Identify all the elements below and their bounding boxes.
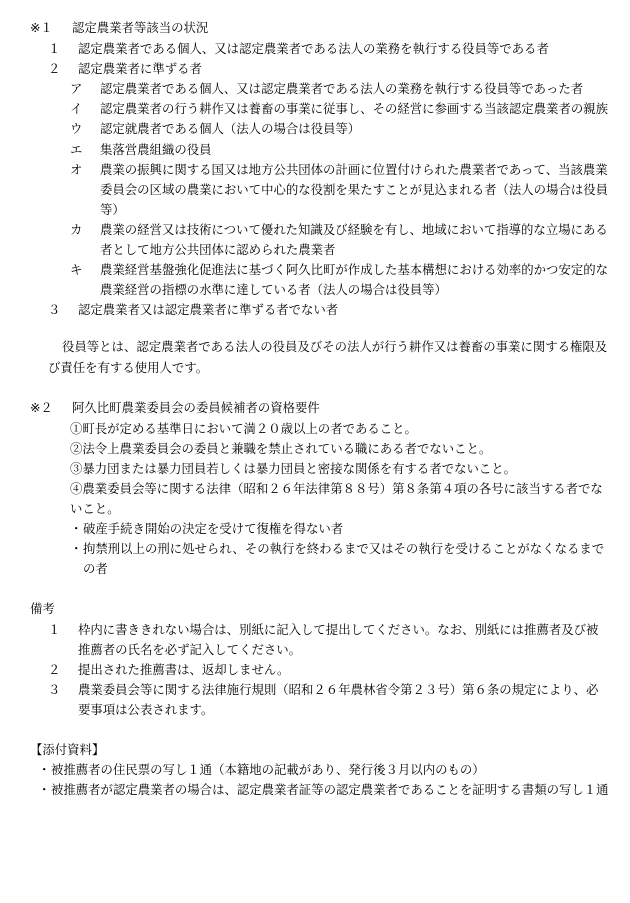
attachment-item-1-text: 被推薦者の住民票の写し１通（本籍地の記載があり、発行後３月以内のもの） [51,763,485,778]
remarks-title: 備考 [30,602,55,617]
note1-subitem-i-marker: イ [70,102,83,117]
note1-subitem-e [70,140,610,160]
attachment-item-1 [38,760,610,780]
remarks-item-2 [48,660,610,680]
note1-subitem-u-text: 認定就農者である個人（法人の場合は役員等） [100,122,361,137]
note2-numbered-4-text: ④農業委員会等に関する法律（昭和２６年法律第８８号）第８条第４項の各号に該当する者でないこと。 [70,481,603,517]
note1-subitem-e-marker: エ [70,142,83,157]
remarks-item-3-text: 農業委員会等に関する法律施行規則（昭和２６年農林省令第２３号）第６条の規定により、必要事項は公表されます。 [78,682,599,717]
remarks-item-1 [48,620,610,660]
note2-numbered-3 [70,459,610,479]
note1-item-3-marker: ３ [48,303,61,318]
spacer [20,579,610,599]
note1-subitem-a-text: 認定農業者である個人、又は認定農業者である法人の業務を執行する役員等であった者 [100,82,584,97]
note1-subitem-i [70,99,610,119]
note1-subitem-ki-marker: キ [70,263,83,278]
note1-subitem-ka-marker: カ [70,222,83,237]
note1-item-2-text: 認定農業者に準ずる者 [78,62,202,77]
note2-title: 阿久比町農業委員会の委員候補者の資格要件 [72,400,320,415]
note1-heading [30,18,610,38]
remarks-item-2-marker: ２ [48,662,61,677]
note1-item-3 [48,300,610,320]
note1-subitem-o [70,160,610,220]
bullet-icon: ・ [38,783,51,798]
note1-section [20,18,610,378]
note1-item-2 [48,59,610,79]
note2-numbered-1 [70,419,610,439]
bullet-icon: ・ [70,542,83,557]
note1-subitem-i-text: 認定農業者の行う耕作又は養畜の事業に従事し、その経営に参画する当該認定農業者の親族 [100,102,609,117]
note2-heading [30,398,610,418]
note1-title: 認定農業者等該当の状況 [72,21,209,35]
note2-numbered-1-text: ①町長が定める基準日において満２０歳以上の者であること。 [70,421,417,436]
note1-subitem-o-text: 農業の振興に関する国又は地方公共団体の計画に位置付けられた農業者であって、当該農業委員会の区域の農業において中心的な役割を果たすことが見込まれる者（法人の場合は役員等） [100,162,609,217]
attachments-section [20,740,610,800]
remarks-section [20,599,610,720]
note1-item-3-text: 認定農業者又は認定農業者に準ずる者でない者 [78,303,339,318]
bullet-icon: ・ [70,522,83,537]
note2-numbered-3-text: ③暴力団または暴力団員若しくは暴力団員と密接な関係を有する者でないこと。 [70,461,517,476]
remarks-item-3-marker: ３ [48,682,61,697]
attachment-item-2 [38,780,610,800]
note1-subitem-e-text: 集落営農組織の役員 [100,142,212,157]
remarks-item-1-text: 枠内に書ききれない場合は、別紙に記入して提出してください。なお、別紙には推薦者及び被推薦者の氏名を必ず記入してください。 [78,622,599,657]
spacer [20,378,610,398]
spacer [20,320,610,337]
remarks-item-2-text: 提出された推薦書は、返却しません。 [78,662,290,677]
note2-marker: ※２ [30,400,53,415]
note2-numbered-2 [70,439,610,459]
note1-subitem-ki-text: 農業経営基盤強化促進法に基づく阿久比町が作成した基本構想における効率的かつ安定的な農業経営の指標の水準に達している者（法人の場合は役員等） [100,263,609,298]
note1-subitem-o-marker: オ [70,162,83,177]
note1-paragraph: 役員等とは、認定農業者である法人の役員及びその法人が行う耕作又は養畜の事業に関する権限及び責任を有する使用人です。 [48,340,608,375]
note2-bullet-2 [70,539,610,579]
bullet-icon: ・ [38,763,51,778]
note1-item-2-marker: ２ [48,62,61,77]
note2-section [20,398,610,580]
remarks-item-3 [48,680,610,720]
note1-item-1-text: 認定農業者である個人、又は認定農業者である法人の業務を執行する役員等である者 [78,42,549,57]
note1-item-1-marker: １ [48,42,61,57]
spacer [20,720,610,740]
note2-numbered-2-text: ②法令上農業委員会の委員と兼職を禁止されている職にある者でないこと。 [70,441,492,456]
note1-subitem-a-marker: ア [70,82,83,97]
note2-bullet-1 [70,519,610,539]
attachment-item-2-text: 被推薦者が認定農業者の場合は、認定農業者証等の認定農業者であることを証明する書類の写し１通 [51,783,609,798]
attachments-title: 【添付資料】 [30,743,105,757]
note1-subitem-ka [70,220,610,260]
note1-subitem-u-marker: ウ [70,122,83,137]
note1-subitem-ka-text: 農業の経営又は技術について優れた知識及び経験を有し、地域において指導的な立場にある者として地方公共団体に認められた農業者 [100,222,608,258]
remarks-item-1-marker: １ [48,622,61,637]
note2-bullet-1-text: 破産手続き開始の決定を受けて復権を得ない者 [83,522,344,537]
note1-subitem-a [70,79,610,99]
note1-marker: ※１ [30,21,53,35]
note1-subitem-u [70,119,610,139]
note2-numbered-4 [70,479,610,519]
note2-bullet-2-text: 拘禁刑以上の刑に処せられ、その執行を終わるまで又はその執行を受けることがなくなるまでの者 [83,542,605,577]
note1-subitem-ki [70,260,610,300]
note1-item-1 [48,39,610,59]
